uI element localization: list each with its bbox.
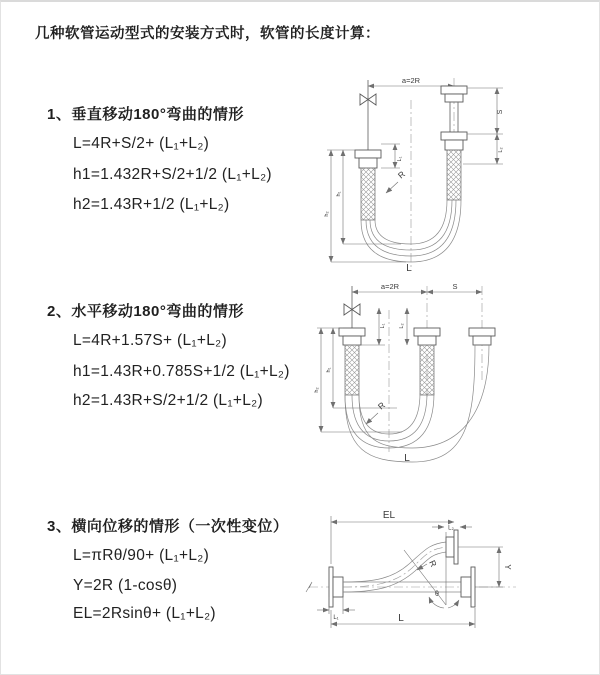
radius-arrow — [366, 413, 378, 424]
section-2-formula-h2: h2=1.43R+S/2+1/2 (L₁+L₂) — [73, 392, 263, 409]
diagram-horizontal-180-bend — [307, 280, 599, 466]
length-label: L — [404, 453, 410, 464]
valve-icon — [352, 304, 360, 315]
right-hose-braid — [447, 150, 461, 200]
valve-icon — [368, 94, 376, 105]
hose-curve — [343, 552, 446, 592]
dim-label-h2: h₂ — [324, 211, 330, 217]
valve-icon — [344, 304, 352, 315]
left-hose-braid — [345, 345, 359, 395]
right-flange-hub — [473, 336, 491, 345]
section-1-formula-h1: h1=1.432R+S/2+1/2 (L₁+L₂) — [73, 166, 272, 183]
left-hose-braid — [361, 168, 375, 220]
section-3-formula-l: L=πRθ/90+ (L₁+L₂) — [73, 547, 210, 564]
right-flange-upper-hub — [445, 94, 463, 102]
hose-arc — [359, 393, 420, 434]
section-3-formula-y: Y=2R (1-cosθ) — [73, 577, 178, 594]
dim-label-y: Y — [503, 564, 512, 570]
dim-label-h2: h₂ — [314, 387, 320, 393]
length-label: L — [406, 263, 412, 272]
radius-arrow — [386, 182, 398, 193]
dim-label-h1: h₁ — [326, 367, 332, 373]
radius-label: R — [427, 558, 439, 569]
section-1-heading: 1、垂直移动180°弯曲的情形 — [47, 106, 244, 123]
section-3-formula-el: EL=2Rsinθ+ (L₁+L₂) — [73, 605, 216, 622]
section-1-formula-l: L=4R+S/2+ (L₁+L₂) — [73, 135, 210, 152]
left-flange — [355, 150, 381, 158]
angle-label: θ — [435, 591, 439, 598]
dim-label-l2: L₂ — [498, 147, 504, 153]
middle-flange — [414, 328, 440, 336]
right-flange-plate — [471, 567, 475, 607]
length-label: L — [398, 613, 404, 624]
radius-label: R — [375, 399, 387, 412]
left-flange-plate — [329, 567, 333, 607]
dim-label-a2r: a=2R — [401, 76, 421, 85]
section-3-heading: 3、横向位移的情形（一次性变位） — [47, 518, 289, 535]
radius-label: R — [395, 168, 407, 181]
dim-label-l2: L₂ — [399, 323, 405, 329]
left-flange-hub — [343, 336, 361, 345]
left-flange — [339, 328, 365, 336]
section-1-formula-h2: h2=1.43R+1/2 (L₁+L₂) — [73, 196, 230, 213]
left-flange-hub — [333, 577, 343, 597]
top-flange-hub — [446, 537, 454, 557]
right-flange — [469, 328, 495, 336]
right-flange-lower — [441, 132, 467, 140]
section-2-formula-l: L=4R+1.57S+ (L₁+L₂) — [73, 332, 227, 349]
hose-arc — [345, 393, 434, 448]
right-flange-upper — [441, 86, 467, 94]
angle-arc — [448, 600, 459, 608]
left-flange-hub — [359, 158, 377, 168]
right-flange-hub — [461, 577, 471, 597]
diagram-lateral-displacement — [301, 502, 563, 650]
angle-arc — [429, 597, 444, 608]
dim-label-s: S — [452, 282, 458, 291]
dim-label-l1: L₁ — [397, 156, 403, 162]
dim-label-l2: L₂ — [448, 525, 454, 532]
dim-label-l1: L₁ — [333, 615, 339, 621]
dim-label-s: S — [497, 109, 504, 115]
section-2-heading: 2、水平移动180°弯曲的情形 — [47, 303, 244, 320]
page-title: 几种软管运动型式的安装方式时，软管的长度计算： — [35, 26, 380, 42]
middle-flange-hub — [418, 336, 436, 345]
radius-construction-line — [404, 550, 446, 605]
hose-arc-displaced — [345, 345, 475, 462]
valve-icon — [360, 94, 368, 105]
diagram-vertical-180-bend — [311, 72, 600, 272]
dim-label-l1: L₁ — [380, 323, 386, 329]
dim-label-el: EL — [382, 510, 396, 521]
middle-hose-braid — [420, 345, 434, 395]
dim-label-h1: h₁ — [336, 191, 342, 197]
section-2-formula-h1: h1=1.43R+0.785S+1/2 (L₁+L₂) — [73, 363, 290, 380]
top-flange-plate — [454, 530, 458, 564]
right-flange-lower-hub — [445, 140, 463, 150]
dim-label-a2r: a=2R — [380, 282, 400, 291]
